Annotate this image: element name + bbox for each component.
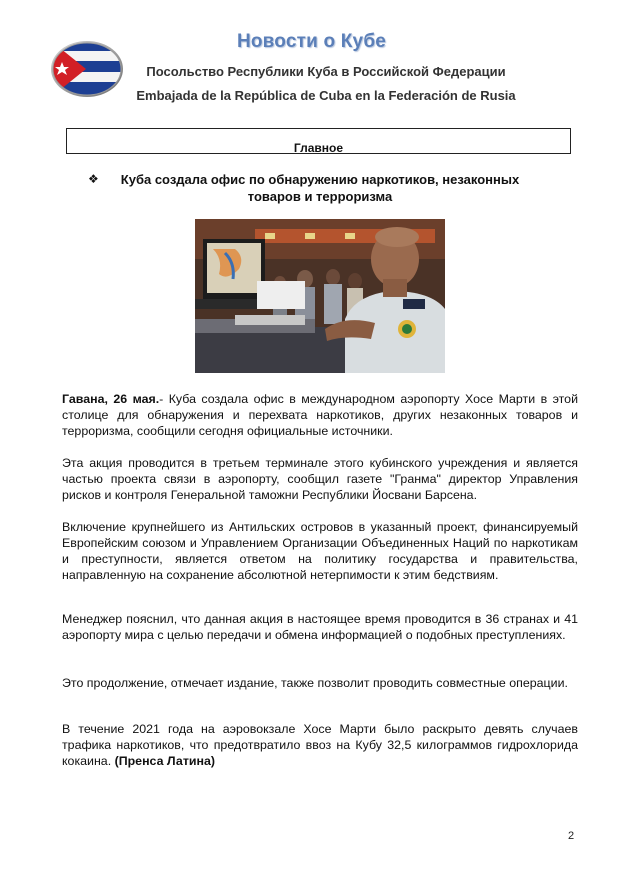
article-paragraph [62, 721, 578, 769]
article-paragraph: Эта акция проводится в третьем терминале этого кубинского учреждения и является частью проекта связи в аэропорту, сообщил газете "Гранма" директор Управления рисков и контроля Генеральной таможни Республики Йосвани Барсена. [62, 456, 578, 502]
dateline: Гавана, 26 мая. [62, 392, 160, 406]
section-header-box [66, 128, 571, 154]
article-paragraph [62, 391, 578, 439]
embassy-name-spanish: Embajada de la República de Cuba en la Federación de Rusia [136, 88, 516, 103]
embassy-name-russian: Посольство Республики Куба в Российской Федерации [146, 64, 506, 79]
airport-customs-officer-photo [195, 219, 445, 373]
diamond-bullet-icon: ❖ [88, 172, 99, 186]
article-headline: Куба создала офис по обнаружению наркотиков, незаконных товаров и терроризма [120, 172, 520, 204]
article-paragraph: Менеджер пояснил, что данная акция в настоящее время проводится в 36 странах и 41 аэропорту мира с целью передачи и обмена информацией о подобных преступлениях. [62, 612, 578, 642]
article-paragraph: Это продолжение, отмечает издание, также позволит проводить совместные операции. [62, 676, 568, 690]
news-source: (Пренса Латина) [114, 754, 216, 768]
paragraph-text: - Куба создала офис в международном аэропорту Хосе Марти в этой столице для обнаружения и перехвата наркотиков, других незаконных товаров и терроризма, сообщили сегодня официальные источники. [62, 392, 578, 438]
paragraph-text: В течение 2021 года на аэровокзале Хосе Марти было раскрыто девять случаев трафика наркотиков, что предотвратило ввоз на Кубу 32,5 килограммов гидрохлорида кокаина. [62, 722, 578, 768]
newsletter-title: Новости о Кубе [236, 31, 387, 52]
page-number: 2 [568, 830, 575, 842]
section-label: Главное [293, 141, 344, 155]
article-paragraph: Включение крупнейшего из Антильских островов в указанный проект, финансируемый Европейским союзом и Управлением Организации Объединенных Наций по наркотикам и преступности, является ответом на политику государства и правительства, направленную на сохранение абсолютной нетерпимости к этим бедствиям. [62, 520, 578, 582]
